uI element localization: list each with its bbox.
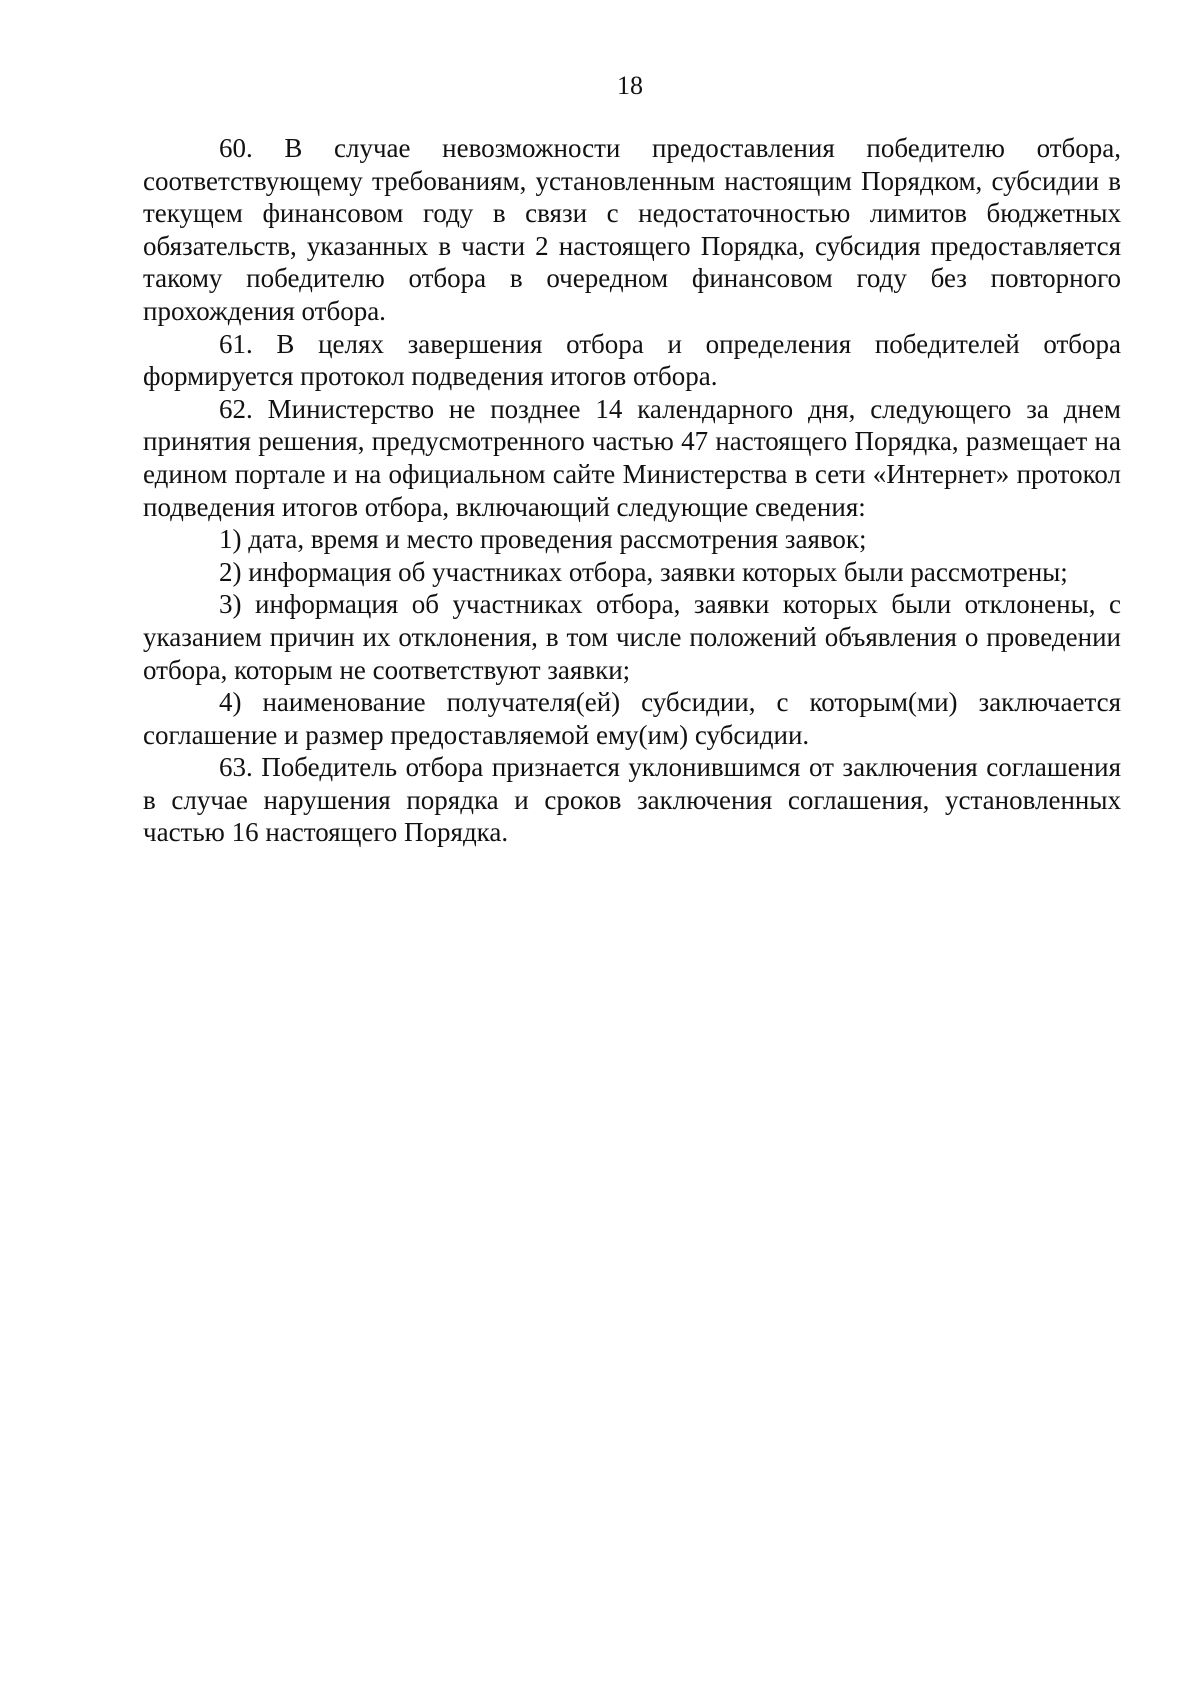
list-item-3: 3) информация об участниках отбора, заявки которых были отклонены, с указанием причин их отклонения, в том числе положений объявления о проведении отбора, которым не соответствуют заявки; — [143, 589, 1121, 685]
list-item-2: 2) информация об участниках отбора, заявки которых были рассмотрены; — [219, 556, 1068, 587]
paragraph-60: 60. В случае невозможности предоставления победителю отбора, соответствующему требованиям, установленным настоящим Порядком, субсидии в текущем финансовом году в связи с недостаточностью лимитов бюджетных обязательств, указанных в части 2 настоящего Порядка, субсидия предоставляется такому победителю отбора в очередном финансовом году без повторного прохождения отбора. — [143, 133, 1121, 326]
list-item-4: 4) наименование получателя(ей) субсидии, с которым(ми) заключается соглашение и размер предоставляемой ему(им) субсидии. — [143, 687, 1121, 750]
paragraph-63: 63. Победитель отбора признается уклонившимся от заключения соглашения в случае нарушения порядка и сроков заключения соглашения, установленных частью 16 настоящего Порядка. — [143, 752, 1121, 848]
document-body — [143, 132, 1121, 849]
paragraph-61: 61. В целях завершения отбора и определения победителей отбора формируется протокол подведения итогов отбора. — [143, 328, 1121, 392]
page-number: 18 — [617, 71, 643, 100]
paragraph-62: 62. Министерство не позднее 14 календарного дня, следующего за днем принятия решения, предусмотренного частью 47 настоящего Порядка, размещает на едином портале и на официальном сайте Министерства в сети «Интернет» протокол подведения итогов отбора, включающий следующие сведения: — [143, 393, 1121, 522]
list-item-1: 1) дата, время и место проведения рассмотрения заявок; — [219, 524, 867, 555]
